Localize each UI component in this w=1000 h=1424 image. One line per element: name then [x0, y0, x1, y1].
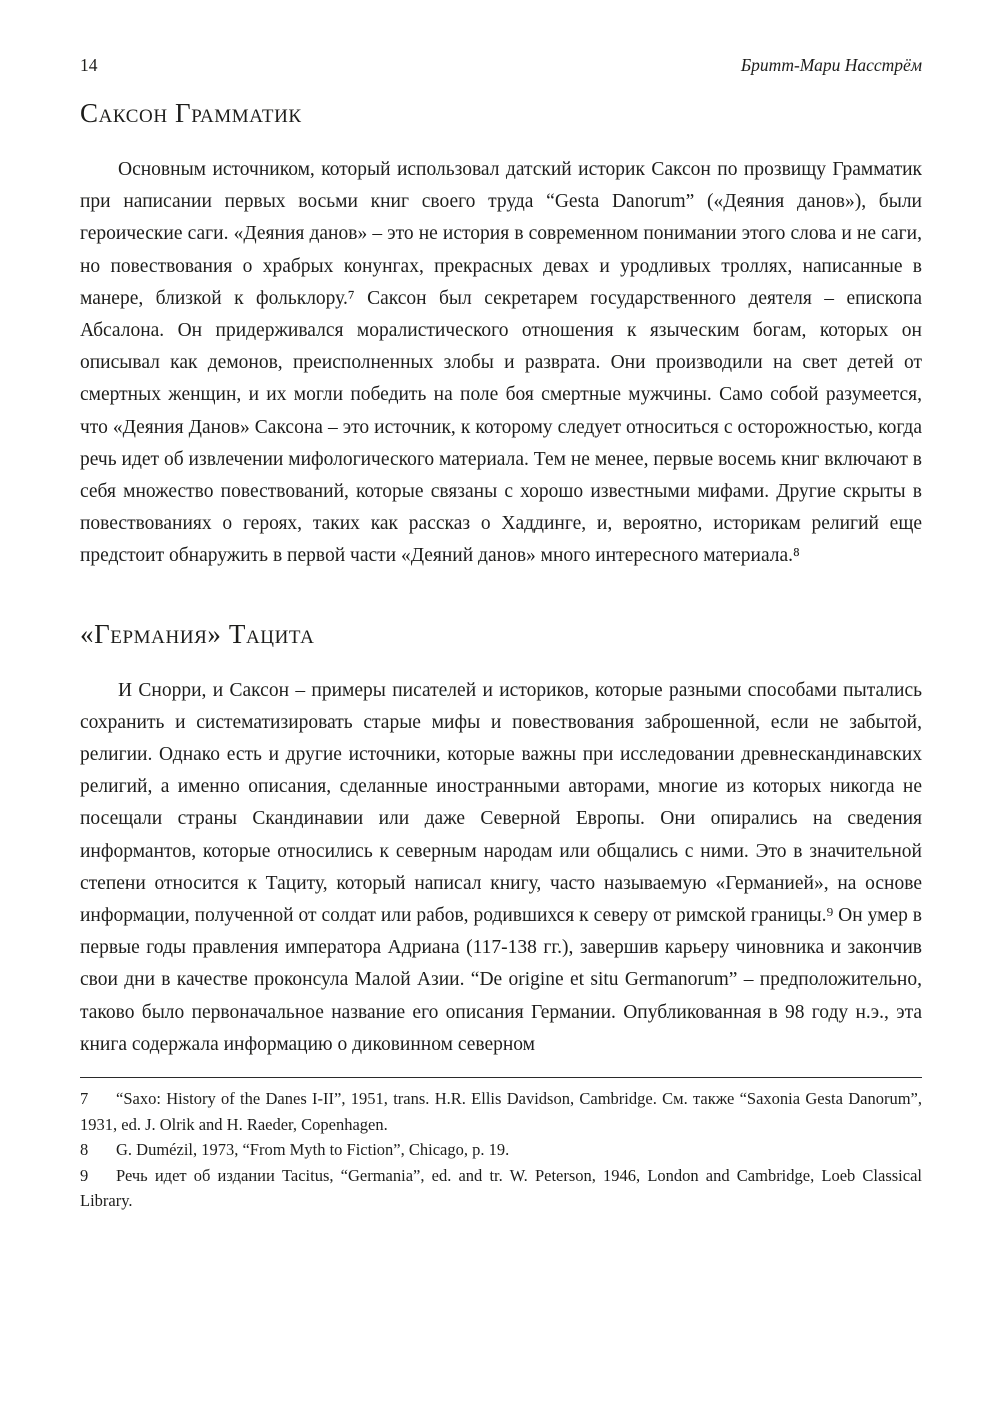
section-heading-germania-tacita: «Германия» Тацита — [80, 618, 315, 649]
running-head-author: Бритт-Мари Насстрём — [740, 55, 922, 75]
footnote-8-number: 8 — [80, 1140, 89, 1160]
footnote-8-text: G. Dumézil, 1973, “From Myth to Fiction”, Chicago, p. 19. — [116, 1140, 510, 1160]
paragraph-germania-tacita: И Снорри, и Саксон – примеры писателей и историков, которые разными способами пытались сохранить и систематизировать старые мифы и повествования заброшенной, если не забытой, религии. Однако есть и другие источники, которые важны при исследовании древнескандинавских религий, а именно описания, сделанные иностранными авторами, многие из которых никогда не посещали страны Скандинавии или даже Северной Европы. Они опирались на сведения информантов, которые относились к северным народам или общались с ними. Это в значительной степени относится к Тациту, который написал книгу, часто называемую «Германией», на основе информации, полученной от солдат или рабов, родившихся к северу от римской границы.⁹ Он умер в первые годы правления императора Адриана (117-138 гг.), завершив карьеру чиновника и закончив свои дни в качестве проконсула Малой Азии. “De origine et situ Germanorum” – предположительно, таково было первоначальное название его описания Германии. Опубликованная в 98 году н.э., эта книга содержала информацию о диковинном северном — [80, 679, 922, 1055]
footnote-7 — [80, 1086, 922, 1137]
footnote-7-number: 7 — [80, 1089, 89, 1109]
footnote-9-text: Речь идет об издании Tacitus, “Germania”, ed. and tr. W. Peterson, 1946, London and Cambridge, Loeb Classical Library. — [80, 1165, 922, 1211]
footnote-9-number: 9 — [80, 1165, 89, 1185]
footnote-8 — [80, 1137, 922, 1163]
footnote-9 — [80, 1163, 922, 1214]
section-heading-sakson-grammatik: Саксон Грамматик — [80, 98, 302, 128]
paragraph-sakson-grammatik: Основным источником, который использовал датский историк Саксон по прозвищу Грамматик при написании первых восьми книг своего труда “Gesta Danorum” («Деяния данов»), были героические саги. «Деяния данов» – это не история в современном понимании этого слова и не саги, но повествования о храбрых конунгах, прекрасных девах и уродливых троллях, написанные в манере, близкой к фольклору.⁷ Саксон был секретарем государственного деятеля – епископа Абсалона. Он придерживался моралистического отношения к языческим богам, которых он описывал как демонов, преисполненных злобы и разврата. Они производили на свет детей от смертных женщин, и их могли победить на поле боя смертные мужчины. Само собой разумеется, что «Деяния Данов» Саксона – это источник, к которому следует относиться с осторожностью, когда речь идет об извлечении мифологического материала. Тем не менее, первые восемь книг включают в себя множество повествований, которые связаны с хорошо известными мифами. Другие скрыты в повествованиях о героях, таких как рассказ о Хаддинге, и, вероятно, историкам религий еще предстоит обнаружить в первой части «Деяний данов» много интересного материала.⁸ — [80, 159, 922, 567]
page-number: 14 — [80, 55, 98, 75]
running-header — [80, 54, 922, 76]
footnote-7-text: “Saxo: History of the Danes I-II”, 1951, trans. H.R. Ellis Davidson, Cambridge. См. также “Saxonia Gesta Danorum”, 1931, ed. J. Olrik and H. Raeder, Copenhagen. — [80, 1089, 922, 1134]
footnotes-section — [80, 1077, 922, 1214]
